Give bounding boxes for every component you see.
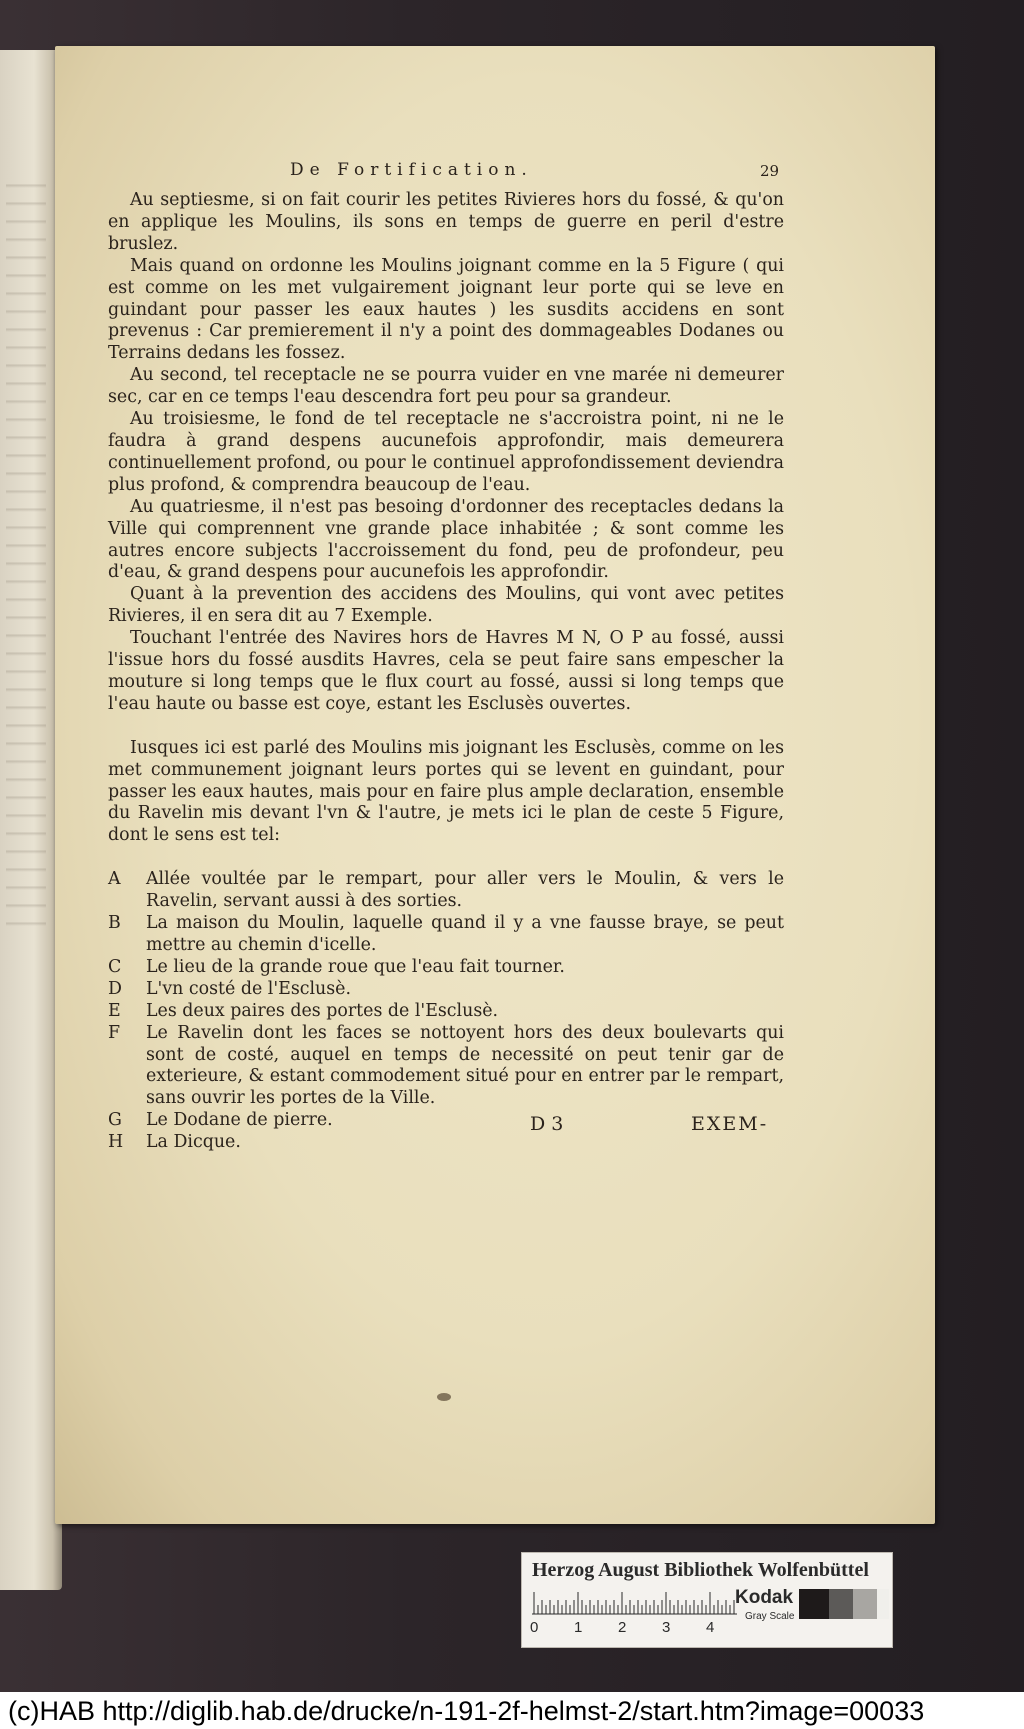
legend-text: La maison du Moulin, laquelle quand il y a vne fausse braye, se peut mettre au chemin d'icelle. [146, 913, 784, 955]
ruler-scale [532, 1591, 737, 1615]
legend-text: Le Dodane de pierre. [146, 1110, 333, 1131]
catchword: EXEM- [691, 1113, 769, 1135]
gray-swatch-black [799, 1589, 829, 1619]
signature-mark: D 3 [530, 1113, 564, 1135]
main-text [108, 190, 784, 1154]
facing-page-text-bleed [6, 170, 46, 930]
facing-page-edge [0, 50, 62, 1590]
page-number: 29 [760, 162, 780, 180]
ruler-number: 0 [530, 1619, 539, 1636]
page-footer [108, 1113, 784, 1141]
legend-item [108, 1001, 784, 1023]
legend-item [108, 957, 784, 979]
legend-letter: C [108, 956, 122, 977]
color-reference-card [521, 1552, 893, 1648]
paragraph: Au second, tel receptacle ne se pourra vuider en vne marée ni demeurer sec, car en ce temps l'eau descendra fort peu pour sa grandeur. [108, 365, 784, 408]
legend-letter: E [108, 1000, 121, 1021]
paragraph: Mais quand on ordonne les Moulins joignant comme en la 5 Figure ( qui est comme on les met vulgairement joignant leur porte qui se leve en guindant pour passer les eaux hautes ) les susdits accidens en sont prevenus : Car premierement il n'y a point des dommageables Dodanes ou Terrains dedans les fossez. [108, 255, 784, 364]
ruler-numbers [530, 1619, 740, 1639]
gray-scale-label: Gray Scale [745, 1611, 795, 1622]
ruler-number: 1 [574, 1619, 583, 1636]
legend-letter: A [108, 869, 121, 890]
library-name: Herzog August Bibliothek Wolfenbüttel [532, 1559, 869, 1581]
legend-item [108, 869, 784, 913]
gray-swatch-dark [829, 1589, 853, 1619]
legend-item [108, 1023, 784, 1111]
paragraph: Quant à la prevention des accidens des Moulins, qui vont avec petites Rivieres, il en sera dit au 7 Exemple. [108, 584, 784, 627]
credit-text: (c)HAB http://diglib.hab.de/drucke/n-191-2f-helmst-2/start.htm?image=00033 [8, 1696, 925, 1726]
legend-item [108, 913, 784, 957]
legend-letter: F [108, 1022, 121, 1043]
ruler-number: 3 [662, 1619, 671, 1636]
paragraph: Au troisiesme, le fond de tel receptacle ne s'accroistra point, ni ne le faudra à grand despens aucunefois approfondir, mais demeurera continuellement profond, ou pour le continuel approfondissement deviendra plus profond, & comprendra beaucoup de l'eau. [108, 409, 784, 495]
credit-bar [0, 1692, 1024, 1729]
intro-paragraph: Iusques ici est parlé des Moulins mis joignant les Esclusès, comme on les met communement joignant leurs portes qui se levent en guindant, pour passer les eaux hautes, mais pour en faire plus ample declaration, ensemble du Ravelin mis devant l'vn & l'autre, je mets ici le plan de ceste 5 Figure, dont le sens est tel: [108, 737, 784, 846]
kodak-logo: Kodak [735, 1587, 794, 1608]
figure-legend [108, 869, 784, 1154]
paragraph: Touchant l'entrée des Navires hors de Havres M N, O P au fossé, aussi l'issue hors du fossé ausdits Havres, cela se peut faire sans empescher la mouture si long temps que le flux court au fossé, aussi si long temps que l'eau haute ou basse est coye, estant les Esclusès ouvertes. [108, 628, 784, 714]
gray-swatch-mid [853, 1589, 877, 1619]
legend-text: Les deux paires des portes de l'Esclusè. [146, 1000, 499, 1021]
paragraph: Au septiesme, si on fait courir les petites Rivieres hors du fossé, & qu'on en applique les Moulins, ils sons en temps de guerre en peril d'estre bruslez. [108, 190, 784, 254]
legend-text: Le lieu de la grande roue que l'eau fait tourner. [146, 956, 565, 977]
legend-text: Allée voultée par le rempart, pour aller vers le Moulin, & vers le Ravelin, servant aussi à des sorties. [146, 869, 784, 912]
legend-letter: D [108, 978, 122, 999]
ruler-number: 4 [706, 1619, 715, 1636]
legend-letter: B [108, 913, 121, 934]
ruler-number: 2 [618, 1619, 627, 1636]
legend-letter: H [108, 1132, 124, 1153]
legend-item [108, 979, 784, 1001]
gray-swatch-light [877, 1589, 889, 1619]
legend-letter: G [108, 1110, 122, 1131]
legend-text: Le Ravelin dont les faces se nottoyent hors des deux boulevarts qui sont de costé, auquel en temps de necessité on peut tenir gar de exterieure, & estant commodement situé pour en entrer par le rempart, sans ouvrir les portes de la Ville. [146, 1022, 784, 1109]
running-head: De Fortification. [290, 160, 533, 180]
paragraph: Au quatriesme, il n'est pas besoing d'ordonner des receptacles dedans la Ville qui comprennent vne grande place inhabitée ; & sont comme les autres encore subjects l'accroissement du fond, peu de profondeur, peu d'eau, & grand despens pour aucunefois les approfondir. [108, 496, 784, 583]
legend-text: L'vn costé de l'Esclusè. [146, 978, 351, 999]
legend-text: La Dicque. [146, 1132, 241, 1153]
printers-mark [437, 1393, 451, 1401]
